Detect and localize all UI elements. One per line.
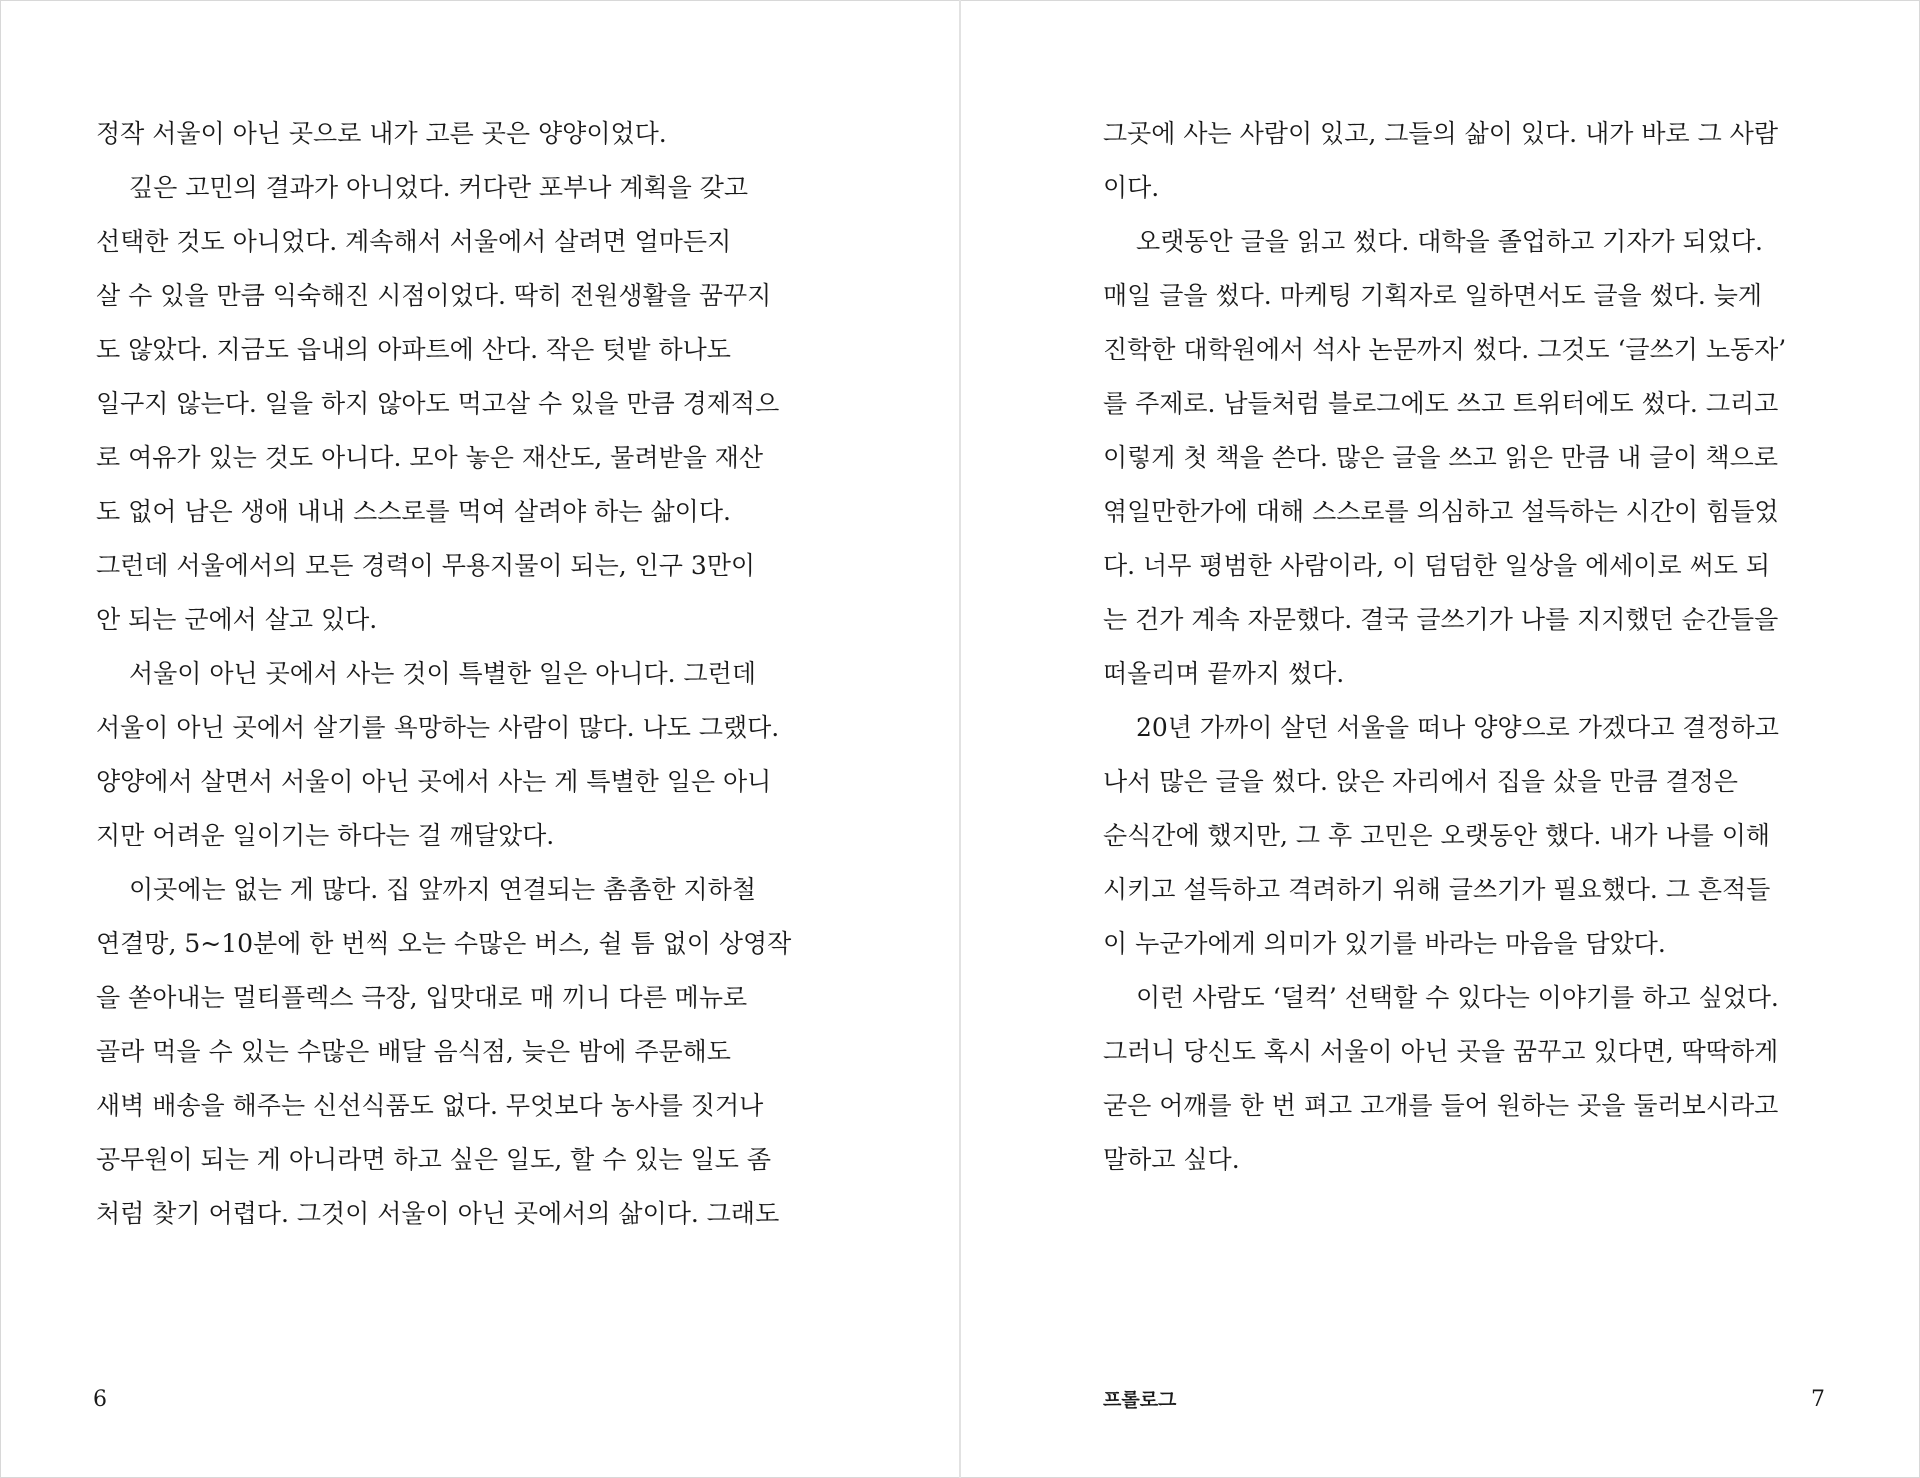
- text-line: 그곳에 사는 사람이 있고, 그들의 삶이 있다. 내가 바로 그 사람: [1103, 119, 1778, 148]
- text-line: 안 되는 군에서 살고 있다.: [96, 605, 378, 634]
- text-line: 다. 너무 평범한 사람이라, 이 덤덤한 일상을 에세이로 써도 되: [1103, 551, 1771, 580]
- page-number-left: 6: [93, 1387, 107, 1412]
- book-spine: [959, 0, 961, 1478]
- text-line: 서울이 아닌 곳에서 사는 것이 특별한 일은 아니다. 그런데: [129, 659, 756, 688]
- text-line: 정작 서울이 아닌 곳으로 내가 고른 곳은 양양이었다.: [96, 119, 667, 148]
- text-line: 엮일만한가에 대해 스스로를 의심하고 설득하는 시간이 힘들었: [1103, 497, 1779, 526]
- text-line: 진학한 대학원에서 석사 논문까지 썼다. 그것도 ‘글쓰기 노동자’: [1103, 335, 1787, 364]
- text-line: 골라 먹을 수 있는 수많은 배달 음식점, 늦은 밤에 주문해도: [96, 1037, 731, 1066]
- left-page-body: [96, 107, 791, 1241]
- text-line: 선택한 것도 아니었다. 계속해서 서울에서 살려면 얼마든지: [96, 227, 732, 256]
- text-line: 를 주제로. 남들처럼 블로그에도 쓰고 트위터에도 썼다. 그리고: [1103, 389, 1779, 418]
- text-line: 로 여유가 있는 것도 아니다. 모아 놓은 재산도, 물려받을 재산: [96, 443, 764, 472]
- text-line: 나서 많은 글을 썼다. 앉은 자리에서 집을 샀을 만큼 결정은: [1103, 767, 1738, 796]
- text-line: 20년 가까이 살던 서울을 떠나 양양으로 가겠다고 결정하고: [1136, 713, 1779, 742]
- text-line: 지만 어려운 일이기는 하다는 걸 깨달았다.: [96, 821, 555, 850]
- text-line: 살 수 있을 만큼 익숙해진 시점이었다. 딱히 전원생활을 꿈꾸지: [96, 281, 772, 310]
- text-line: 굳은 어깨를 한 번 펴고 고개를 들어 원하는 곳을 둘러보시라고: [1103, 1091, 1779, 1120]
- text-line: 말하고 싶다.: [1103, 1145, 1240, 1174]
- text-line: 떠올리며 끝까지 썼다.: [1103, 659, 1345, 688]
- text-line: 이 누군가에게 의미가 있기를 바라는 마음을 담았다.: [1103, 929, 1666, 958]
- text-line: 이다.: [1103, 173, 1160, 202]
- text-line: 이렇게 첫 책을 쓴다. 많은 글을 쓰고 읽은 만큼 내 글이 책으로: [1103, 443, 1778, 472]
- text-line: 도 없어 남은 생애 내내 스스로를 먹여 살려야 하는 삶이다.: [96, 497, 731, 526]
- text-line: 이런 사람도 ‘덜컥’ 선택할 수 있다는 이야기를 하고 싶었다.: [1136, 983, 1779, 1012]
- text-line: 시키고 설득하고 격려하기 위해 글쓰기가 필요했다. 그 흔적들: [1103, 875, 1771, 904]
- text-line: 처럼 찾기 어렵다. 그것이 서울이 아닌 곳에서의 삶이다. 그래도: [96, 1199, 780, 1228]
- text-line: 새벽 배송을 해주는 신선식품도 없다. 무엇보다 농사를 짓거나: [96, 1091, 764, 1120]
- text-line: 순식간에 했지만, 그 후 고민은 오랫동안 했다. 내가 나를 이해: [1103, 821, 1771, 850]
- text-line: 는 건가 계속 자문했다. 결국 글쓰기가 나를 지지했던 순간들을: [1103, 605, 1779, 634]
- right-page-body: [1103, 107, 1786, 1187]
- text-line: 연결망, 5~10분에 한 번씩 오는 수많은 버스, 쉴 틈 없이 상영작: [96, 929, 792, 958]
- running-header: 프롤로그: [1103, 1389, 1177, 1411]
- text-line: 공무원이 되는 게 아니라면 하고 싶은 일도, 할 수 있는 일도 좀: [96, 1145, 771, 1174]
- text-line: 그런데 서울에서의 모든 경력이 무용지물이 되는, 인구 3만이: [96, 551, 756, 580]
- text-line: 오랫동안 글을 읽고 썼다. 대학을 졸업하고 기자가 되었다.: [1136, 227, 1763, 256]
- text-line: 서울이 아닌 곳에서 살기를 욕망하는 사람이 많다. 나도 그랬다.: [96, 713, 780, 742]
- text-line: 이곳에는 없는 게 많다. 집 앞까지 연결되는 촘촘한 지하철: [129, 875, 756, 904]
- text-line: 매일 글을 썼다. 마케팅 기획자로 일하면서도 글을 썼다. 늦게: [1103, 281, 1763, 310]
- text-line: 도 않았다. 지금도 읍내의 아파트에 산다. 작은 텃밭 하나도: [96, 335, 731, 364]
- text-line: 을 쏟아내는 멀티플렉스 극장, 입맛대로 매 끼니 다른 메뉴로: [96, 983, 748, 1012]
- text-line: 양양에서 살면서 서울이 아닌 곳에서 사는 게 특별한 일은 아니: [96, 767, 772, 796]
- page-number-right: 7: [1811, 1387, 1825, 1412]
- text-line: 깊은 고민의 결과가 아니었다. 커다란 포부나 계획을 갖고: [129, 173, 749, 202]
- text-line: 일구지 않는다. 일을 하지 않아도 먹고살 수 있을 만큼 경제적으: [96, 389, 780, 418]
- text-line: 그러니 당신도 혹시 서울이 아닌 곳을 꿈꾸고 있다면, 딱딱하게: [1103, 1037, 1779, 1066]
